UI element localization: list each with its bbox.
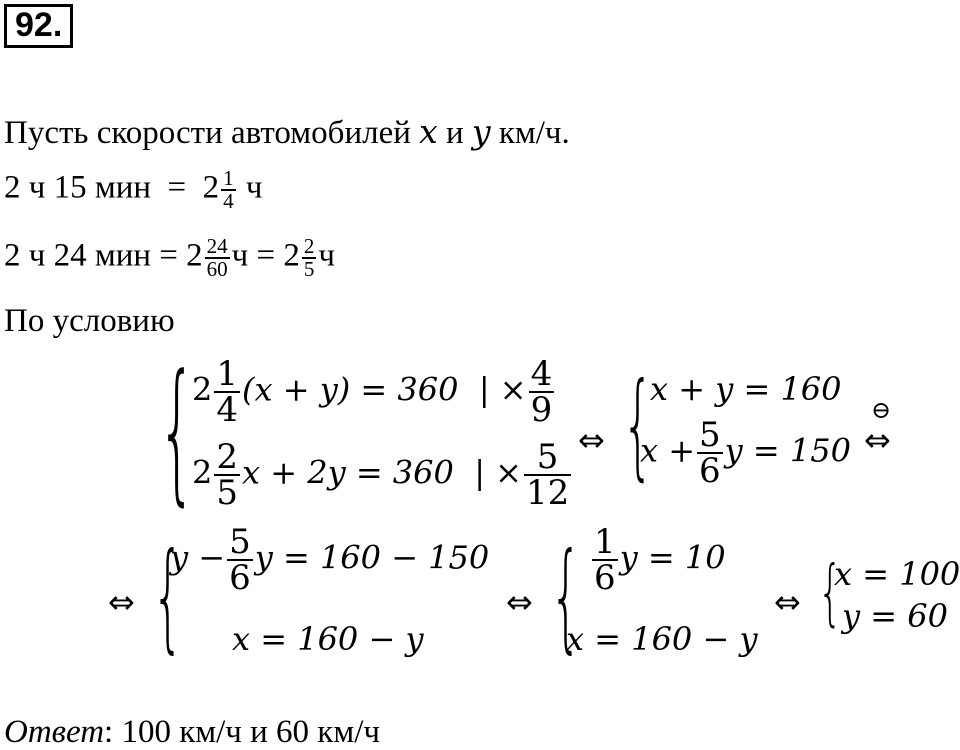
answer-label: Ответ	[4, 714, 105, 750]
time2-unit: ч	[318, 237, 335, 274]
system1-row1	[192, 354, 556, 430]
time2-num2: 2	[303, 234, 315, 258]
equiv-arrow-4: ⇔	[506, 583, 533, 621]
system1-brace: {	[158, 343, 197, 522]
system1-row1-den: 4	[216, 390, 238, 430]
system3-row1-num: 5	[229, 522, 251, 562]
minus-sign: ⊖	[871, 396, 892, 424]
equiv-arrow-3: ⇔	[108, 583, 135, 621]
var-y: y	[471, 112, 491, 151]
system5-brace: {	[818, 550, 843, 634]
system4-row1-num: 1	[594, 522, 616, 562]
system1-row2-expr: x + 2y = 360 | ×	[242, 453, 522, 492]
system2-row2-num: 5	[699, 415, 721, 455]
system1-row2	[192, 437, 573, 513]
system1-row1-fraction	[214, 354, 240, 430]
equiv-arrow-5: ⇔	[774, 583, 801, 621]
system3-row2: x = 160 − y	[232, 620, 424, 658]
system1-row1-expr: (x + y) = 360 | ×	[242, 370, 527, 409]
system1-row1-int: 2	[192, 370, 213, 409]
system2-row1: x + y = 160	[650, 370, 842, 408]
intro-line	[4, 112, 570, 151]
system1-row2-mden: 12	[525, 473, 570, 513]
time2-fraction-1	[205, 236, 230, 280]
time1-fraction	[221, 168, 236, 212]
condition-label: По условию	[4, 303, 175, 339]
system2-row2-right: y = 150	[724, 431, 851, 470]
system4-row1	[590, 522, 726, 598]
system4-row1-den: 6	[594, 558, 616, 598]
system1-row2-mnum: 5	[524, 440, 571, 476]
system3-row1-den: 6	[229, 558, 251, 598]
time1-unit: ч	[245, 169, 263, 206]
system3-row1-left: y −	[170, 538, 226, 577]
system1-row2-fraction	[214, 437, 240, 513]
system1-row1-mden: 9	[530, 390, 553, 430]
time2-den1: 60	[206, 257, 228, 281]
system4-row1-right: y = 10	[619, 538, 726, 577]
system4-row2: x = 160 − y	[566, 620, 758, 658]
system2-row2	[640, 415, 851, 491]
intro-text: Пусть скорости автомобилей	[4, 115, 411, 151]
system1-row1-mnum: 4	[530, 354, 553, 394]
time-conversion-1	[4, 168, 263, 212]
time1-lhs: 2 ч 15 мин = 2	[4, 169, 220, 206]
time2-den2: 5	[303, 257, 315, 281]
equiv-arrow-2: ⇔	[864, 421, 891, 459]
system1-row1-num: 1	[216, 354, 238, 394]
time1-num: 1	[223, 166, 234, 190]
intro-unit: км/ч.	[498, 115, 570, 151]
system2-row2-left: x +	[640, 431, 696, 470]
answer-text: : 100 км/ч и 60 км/ч	[104, 714, 380, 750]
time2-fraction-2	[302, 236, 317, 280]
system3-brace: {	[152, 528, 184, 665]
time-conversion-2	[4, 236, 335, 280]
time1-den: 4	[223, 189, 234, 213]
system4-row1-fraction	[592, 522, 618, 598]
time2-num1: 24	[206, 234, 228, 258]
time2-lhs: 2 ч 24 мин = 2	[4, 237, 203, 274]
time2-mid: ч = 2	[231, 237, 300, 274]
system1-row2-int: 2	[192, 453, 213, 492]
system1-row2-den: 5	[216, 473, 238, 513]
system2-row2-fraction	[697, 415, 723, 491]
system5-row1: x = 100	[834, 555, 960, 593]
system4-brace: {	[550, 528, 582, 665]
var-x: x	[419, 112, 438, 151]
answer-line	[4, 716, 380, 749]
system1-row1-multiplier	[529, 354, 555, 430]
system3-row1-fraction	[227, 522, 253, 598]
system2-brace: {	[622, 358, 654, 493]
system2-row2-den: 6	[699, 451, 721, 491]
system3-row1-right: y = 160 − 150	[254, 538, 490, 577]
system3-row1	[170, 522, 490, 598]
problem-number: 92.	[4, 4, 73, 48]
system5-row2: y = 60	[842, 597, 948, 635]
intro-conj: и	[446, 115, 464, 151]
system1-row2-multiplier	[524, 437, 571, 513]
equiv-arrow-1: ⇔	[578, 421, 605, 459]
system1-row2-num: 2	[216, 437, 238, 477]
